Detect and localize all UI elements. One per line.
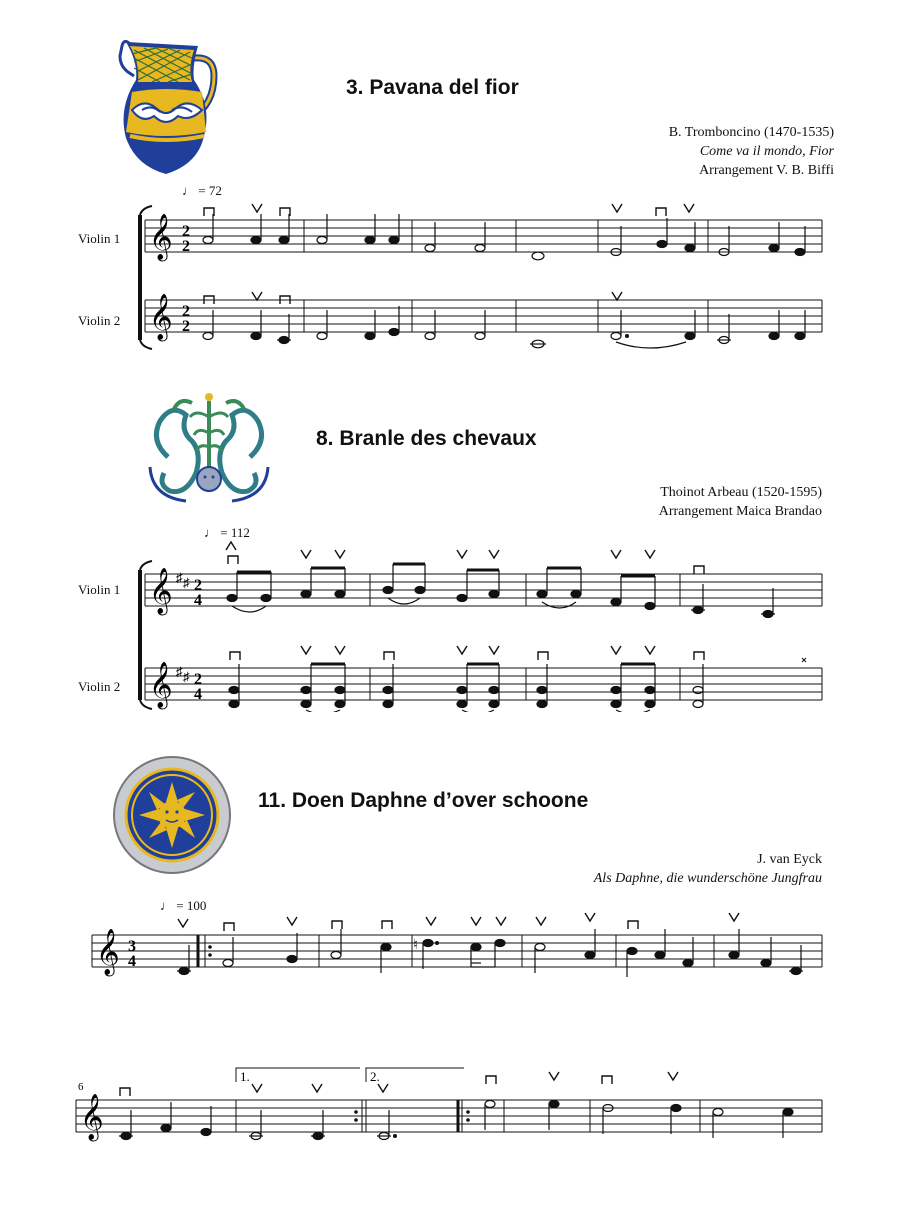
staff-lines	[145, 220, 822, 332]
time-signature: 2	[182, 318, 190, 335]
time-signature: 2	[182, 238, 190, 255]
key-signature-sharp-icon: ♯	[183, 669, 190, 684]
melody-staff-1	[0, 905, 900, 995]
tempo-marking: ♩ = 100	[160, 898, 207, 913]
instrument-label: Violin 1	[78, 582, 121, 597]
volta-label: 2.	[370, 1069, 380, 1084]
instrument-label: Violin 1	[78, 231, 121, 246]
composer-credit	[594, 850, 822, 888]
time-signature: 2	[182, 223, 190, 240]
bowing-marks	[178, 913, 739, 931]
notes	[177, 929, 803, 977]
instrument-label: Violin 2	[78, 679, 121, 694]
staff-lines	[76, 1100, 822, 1132]
notes	[203, 214, 805, 348]
composer-name: Thoinot Arbeau (1520-1595)	[660, 485, 822, 500]
score-system	[0, 540, 900, 712]
staff-lines	[92, 935, 822, 967]
treble-clef-icon: 𝄞	[149, 568, 173, 613]
notes	[119, 1101, 793, 1140]
composer-name: J. van Eyck	[757, 852, 822, 867]
key-signature-sharp-icon: ♯	[176, 570, 183, 585]
svg-text:♮: ♮	[413, 938, 419, 953]
piece-title: 8. Branle des chevaux	[316, 427, 537, 450]
score-system	[0, 190, 900, 360]
key-signature-sharp-icon: ♯	[176, 664, 183, 679]
composer-name: B. Tromboncino (1470-1535)	[668, 125, 834, 140]
instrument-label: Violin 2	[78, 313, 121, 328]
sun-plate-illustration-icon	[110, 752, 234, 878]
key-signature-sharp-icon: ♯	[183, 575, 190, 590]
piece-title: 3. Pavana del fior	[346, 76, 519, 99]
piece-title: 11. Doen Daphne d’over schoone	[258, 789, 589, 812]
tempo-marking: ♩ = 72	[182, 183, 222, 198]
notes	[227, 564, 806, 712]
arranger-name: Arrangement V. B. Biffi	[699, 163, 834, 178]
time-signature: 4	[128, 953, 136, 970]
measure-number: 6	[78, 1081, 84, 1093]
time-signature: 4	[194, 686, 202, 703]
time-signature: 2	[194, 671, 202, 688]
time-signature: 2	[194, 577, 202, 594]
melody-staff-2	[0, 1062, 900, 1162]
arranger-name: Arrangement Maica Brandao	[658, 504, 822, 519]
time-signature: 2	[182, 303, 190, 320]
staff-lines	[145, 574, 822, 700]
ornament-illustration-icon	[146, 387, 272, 509]
tempo-marking: ♩ = 112	[204, 525, 250, 540]
time-signature: 4	[194, 592, 202, 609]
treble-clef-icon: 𝄞	[149, 214, 173, 259]
composer-credit	[669, 123, 834, 180]
time-signature: 3	[128, 938, 136, 955]
source-title: Come va il mondo, Fior	[699, 144, 834, 159]
jug-illustration-icon	[112, 36, 222, 178]
treble-clef-icon: 𝄞	[149, 662, 173, 707]
treble-clef-icon: 𝄞	[149, 294, 173, 339]
treble-clef-icon: 𝄞	[96, 929, 120, 974]
composer-credit	[659, 483, 822, 521]
volta-brackets	[236, 1068, 464, 1082]
source-title: Als Daphne, die wunderschöne Jungfrau	[593, 871, 822, 886]
treble-clef-icon: 𝄞	[80, 1094, 104, 1139]
volta-label: 1.	[240, 1069, 250, 1084]
bowing-marks	[120, 1072, 678, 1096]
